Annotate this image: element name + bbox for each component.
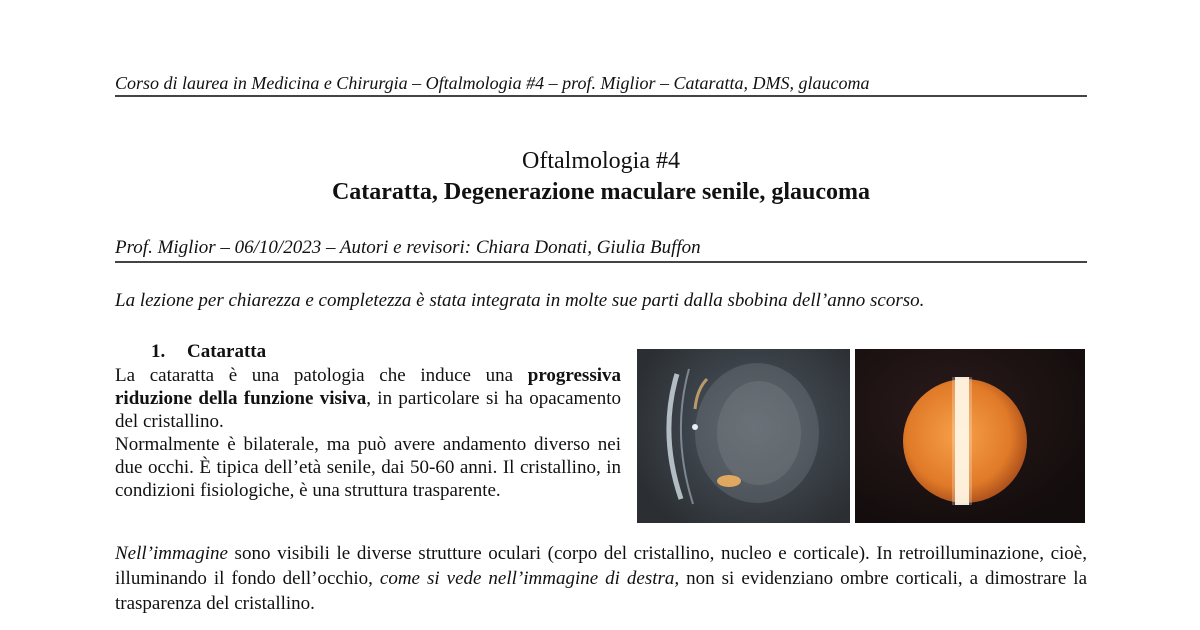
section-heading [151,340,266,363]
italic-run: come si vede nell’immagine di destra, [379,568,680,589]
retroillumination-icon [855,349,1085,523]
authors-line: Prof. Miglior – 06/10/2023 – Autori e revisori: Chiara Donati, Giulia Buffon [115,236,1087,263]
document-page [115,0,1087,630]
paragraph: Normalmente è bilaterale, ma può avere andamento diverso nei due occhi. È tipica dell’età senile, dai 50-60 anni. Il cristallino, in condizioni fisiologiche, è una struttura trasparente. [115,434,621,501]
text-run: , in particolare si ha opacamento del cristallino. [115,388,621,432]
section-text-full [115,541,1087,616]
paragraph [115,364,621,433]
running-header: Corso di laurea in Medicina e Chirurgia – Oftalmologia #4 – prof. Miglior – Cataratta, DMS, glaucoma [115,72,1087,97]
bold-run: progressiva riduzione della funzione visiva [115,365,621,409]
section-text-column [115,364,621,502]
italic-run: Nell’immagine [115,543,228,564]
intro-note: La lezione per chiarezza e completezza è stata integrata in molte sue parti dalla sbobina dell’anno scorso. [115,290,925,311]
text-run: La cataratta è una patologia che induce una [115,365,528,386]
lecture-title: Cataratta, Degenerazione maculare senile, glaucoma [331,179,871,205]
paragraph [115,541,1087,616]
slit-lamp-lens-photo [637,349,850,523]
section-number: 1. [151,341,166,362]
section-title: Cataratta [187,341,267,362]
retroillumination-photo [855,349,1085,523]
title-block [115,146,1087,208]
lecture-number: Oftalmologia #4 [522,148,680,174]
text-run: sono visibili le diverse strutture oculari (corpo del cristallino, nucleo e corticale). In retroilluminazione, cioè, illuminando il fondo dell’occhio, [115,543,1087,589]
slit-lamp-lens-icon [637,349,850,523]
text-run: non si evidenziano ombre corticali, a dimostrare la trasparenza del cristallino. [115,568,1087,614]
